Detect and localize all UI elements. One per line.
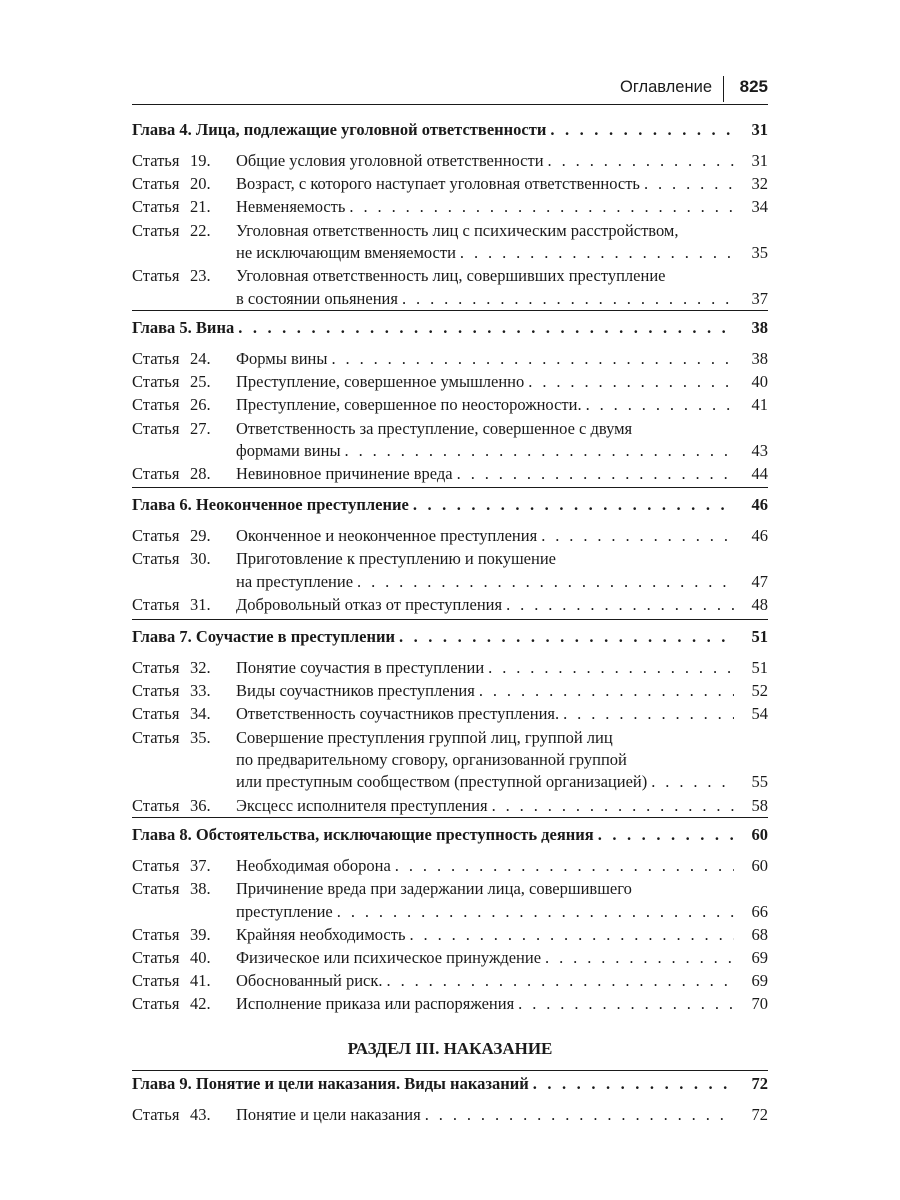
article-number: 40. — [190, 948, 211, 967]
article-number: 30. — [190, 549, 211, 569]
leader-dots — [337, 901, 734, 923]
article-page-number: 41 — [751, 395, 768, 415]
leader-dots — [548, 150, 734, 172]
article-title: в состоянии опьянения — [236, 288, 398, 308]
chapter-rule — [132, 487, 768, 488]
article-page-number: 55 — [751, 772, 768, 792]
article-title: Понятие и цели наказания — [236, 1105, 421, 1124]
leader-dots — [533, 1073, 734, 1095]
article-page-number: 70 — [751, 994, 768, 1014]
article-page-number: 58 — [751, 795, 768, 815]
article-title-line — [236, 657, 768, 679]
article-label: Статья — [132, 681, 180, 701]
article-title: Невиновное причинение вреда — [236, 464, 453, 484]
chapter-line — [132, 494, 768, 516]
leader-dots — [563, 703, 734, 725]
chapter-title: Глава 5. Вина — [132, 318, 235, 337]
article-number: 35. — [190, 727, 211, 747]
article-number: 33. — [190, 681, 211, 701]
article-title-line — [236, 394, 768, 416]
article-title-line — [236, 463, 768, 485]
article-title: на преступление — [236, 571, 354, 591]
leader-dots — [238, 317, 734, 339]
chapter-page-number: 51 — [751, 627, 768, 646]
article-title-line — [236, 771, 768, 793]
article-title-line — [236, 727, 768, 749]
leader-dots — [331, 348, 734, 370]
article-label: Статья — [132, 464, 180, 484]
article-label: Статья — [132, 418, 180, 438]
article-label: Статья — [132, 994, 180, 1014]
article-number: 37. — [190, 856, 211, 875]
article-page-number: 52 — [751, 681, 768, 701]
chapter-title: Глава 9. Понятие и цели наказания. Виды наказаний — [132, 1074, 529, 1093]
article-title-line — [236, 855, 768, 877]
article-entry[interactable] — [132, 348, 768, 370]
article-title-line — [236, 571, 768, 593]
article-number: 25. — [190, 372, 211, 392]
article-label: Статья — [132, 948, 180, 967]
article-title: Совершение преступления группой лиц, группой лиц — [236, 727, 613, 747]
leader-dots — [506, 594, 734, 616]
leader-dots — [387, 970, 734, 992]
article-label: Статья — [132, 971, 180, 991]
chapter-page-number: 60 — [751, 825, 768, 844]
leader-dots — [528, 371, 734, 393]
article-entry[interactable] — [132, 196, 768, 218]
article-label: Статья — [132, 549, 180, 569]
article-entry[interactable] — [132, 680, 768, 702]
leader-dots — [460, 242, 734, 264]
article-title-line — [236, 749, 768, 771]
article-label: Статья — [132, 795, 180, 815]
article-label: Статья — [132, 924, 180, 944]
article-page-number: 35 — [751, 242, 768, 262]
leader-dots — [345, 440, 734, 462]
chapter-line — [132, 1073, 768, 1095]
leader-dots — [644, 173, 734, 195]
article-number: 41. — [190, 971, 211, 991]
article-title: формами вины — [236, 440, 341, 460]
article-entry[interactable] — [132, 220, 768, 265]
leader-dots — [541, 525, 734, 547]
chapter-page-number: 31 — [751, 120, 768, 139]
article-page-number: 46 — [751, 526, 768, 545]
leader-dots — [457, 463, 734, 485]
chapter-title: Глава 4. Лица, подлежащие уголовной ответственности — [132, 120, 547, 139]
article-number: 43. — [190, 1105, 211, 1124]
article-title-line — [236, 878, 768, 900]
leader-dots — [488, 657, 734, 679]
chapter-title: Глава 8. Обстоятельства, исключающие преступность деяния — [132, 825, 594, 844]
running-header-title: Оглавление — [620, 78, 712, 96]
article-title-line — [236, 371, 768, 393]
article-label: Статья — [132, 526, 180, 545]
article-title: не исключающим вменяемости — [236, 242, 456, 262]
chapter-rule — [132, 310, 768, 311]
article-title: Формы вины — [236, 349, 328, 368]
article-title: Эксцесс исполнителя преступления — [236, 795, 488, 815]
article-page-number: 37 — [751, 288, 768, 308]
article-entry[interactable] — [132, 525, 768, 547]
article-entry[interactable] — [132, 548, 768, 593]
running-header — [132, 76, 768, 98]
article-title: Невменяемость — [236, 197, 346, 217]
leader-dots — [425, 1104, 734, 1126]
chapter-line — [132, 317, 768, 339]
article-entry[interactable] — [132, 878, 768, 923]
article-label: Статья — [132, 197, 180, 217]
article-entry[interactable] — [132, 947, 768, 969]
article-title: Преступление, совершенное умышленно — [236, 372, 525, 392]
article-entry[interactable] — [132, 703, 768, 725]
article-number: 27. — [190, 418, 211, 438]
article-label: Статья — [132, 658, 180, 677]
article-page-number: 60 — [751, 856, 768, 875]
chapter-title: Глава 7. Соучастие в преступлении — [132, 627, 395, 646]
article-page-number: 69 — [751, 971, 768, 991]
article-entry[interactable] — [132, 394, 768, 416]
chapter-line — [132, 119, 768, 141]
chapter-page-number: 72 — [751, 1074, 768, 1093]
section-heading: РАЗДЕЛ III. НАКАЗАНИЕ — [347, 1039, 553, 1058]
article-title: Причинение вреда при задержании лица, совершившего — [236, 879, 632, 899]
article-page-number: 51 — [751, 658, 768, 677]
article-title-line — [236, 220, 768, 242]
leader-dots — [550, 119, 734, 141]
article-title-line — [236, 993, 768, 1015]
chapter-line — [132, 824, 768, 846]
article-number: 31. — [190, 594, 211, 614]
article-number: 29. — [190, 526, 211, 545]
article-page-number: 66 — [751, 901, 768, 921]
article-entry[interactable] — [132, 657, 768, 679]
article-title: Общие условия уголовной ответственности — [236, 151, 544, 170]
article-label: Статья — [132, 1105, 180, 1124]
article-page-number: 69 — [751, 948, 768, 967]
article-title-line — [236, 440, 768, 462]
article-title: Исполнение приказа или распоряжения — [236, 994, 515, 1014]
article-title-line — [236, 901, 768, 923]
leader-dots — [413, 494, 734, 516]
article-entry[interactable] — [132, 1104, 768, 1126]
article-title: или преступным сообществом (преступной организацией) — [236, 772, 648, 792]
article-title-line — [236, 288, 768, 310]
article-title: Возраст, с которого наступает уголовная ответственность — [236, 174, 640, 194]
article-title-line — [236, 418, 768, 440]
article-page-number: 40 — [751, 372, 768, 392]
article-title-line — [236, 265, 768, 287]
article-page-number: 38 — [751, 349, 768, 368]
article-page-number: 54 — [751, 704, 768, 724]
chapter-rule — [132, 619, 768, 620]
header-rule — [132, 104, 768, 105]
article-entry[interactable] — [132, 970, 768, 992]
article-entry[interactable] — [132, 371, 768, 393]
leader-dots — [399, 626, 734, 648]
article-title-line — [236, 242, 768, 264]
chapter-line — [132, 626, 768, 648]
article-title-line — [236, 594, 768, 616]
article-page-number: 68 — [751, 924, 768, 944]
article-number: 34. — [190, 704, 211, 724]
page-number: 825 — [739, 77, 768, 96]
leader-dots — [410, 924, 735, 946]
leader-dots — [395, 855, 734, 877]
article-entry[interactable] — [132, 924, 768, 946]
article-entry[interactable] — [132, 594, 768, 616]
article-entry[interactable] — [132, 795, 768, 817]
article-number: 36. — [190, 795, 211, 815]
article-title-line — [236, 525, 768, 547]
article-entry[interactable] — [132, 727, 768, 794]
article-page-number: 32 — [751, 174, 768, 194]
header-separator — [723, 76, 724, 102]
article-number: 19. — [190, 151, 211, 170]
article-title-line — [236, 970, 768, 992]
section-rule — [132, 1070, 768, 1071]
article-title-line — [236, 150, 768, 172]
leader-dots — [651, 771, 734, 793]
article-number: 22. — [190, 220, 211, 240]
article-title: преступление — [236, 901, 333, 921]
article-number: 26. — [190, 395, 211, 415]
article-entry[interactable] — [132, 265, 768, 310]
article-title-line — [236, 795, 768, 817]
article-number: 42. — [190, 994, 211, 1014]
leader-dots — [586, 394, 734, 416]
article-entry[interactable] — [132, 855, 768, 877]
leader-dots — [349, 196, 734, 218]
article-page-number: 34 — [751, 197, 768, 217]
article-title: Необходимая оборона — [236, 856, 391, 875]
article-label: Статья — [132, 174, 180, 194]
article-label: Статья — [132, 349, 180, 368]
article-title-line — [236, 173, 768, 195]
article-title-line — [236, 1104, 768, 1126]
article-label: Статья — [132, 151, 180, 170]
article-title-line — [236, 548, 768, 570]
article-entry[interactable] — [132, 463, 768, 485]
article-title: Ответственность соучастников преступления. — [236, 704, 560, 724]
article-title: Уголовная ответственность лиц, совершивших преступление — [236, 266, 666, 286]
leader-dots — [492, 795, 734, 817]
article-number: 20. — [190, 174, 211, 194]
chapter-page-number: 46 — [751, 495, 768, 514]
article-label: Статья — [132, 856, 180, 875]
article-number: 39. — [190, 924, 211, 944]
article-page-number: 48 — [751, 594, 768, 614]
article-title: Добровольный отказ от преступления — [236, 594, 503, 614]
leader-dots — [545, 947, 734, 969]
article-title-line — [236, 680, 768, 702]
article-page-number: 31 — [751, 151, 768, 170]
article-title-line — [236, 348, 768, 370]
article-title-line — [236, 703, 768, 725]
article-title: Физическое или психическое принуждение — [236, 948, 542, 967]
article-label: Статья — [132, 220, 180, 240]
leader-dots — [402, 288, 734, 310]
leader-dots — [357, 571, 734, 593]
article-number: 32. — [190, 658, 211, 677]
article-page-number: 43 — [751, 440, 768, 460]
article-number: 28. — [190, 464, 211, 484]
article-number: 21. — [190, 197, 211, 217]
article-page-number: 72 — [751, 1105, 768, 1124]
article-label: Статья — [132, 879, 180, 899]
article-title: Виды соучастников преступления — [236, 681, 475, 701]
article-title: Оконченное и неоконченное преступления — [236, 526, 538, 545]
article-label: Статья — [132, 704, 180, 724]
article-title-line — [236, 924, 768, 946]
leader-dots — [518, 993, 734, 1015]
article-label: Статья — [132, 372, 180, 392]
leader-dots — [479, 680, 734, 702]
article-title-line — [236, 196, 768, 218]
article-title: по предварительному сговору, организованной группой — [236, 749, 627, 769]
chapter-rule — [132, 817, 768, 818]
article-number: 23. — [190, 266, 211, 286]
article-entry[interactable] — [132, 173, 768, 195]
article-title: Уголовная ответственность лиц с психическим расстройством, — [236, 220, 679, 240]
article-label: Статья — [132, 727, 180, 747]
article-label: Статья — [132, 395, 180, 415]
article-page-number: 47 — [751, 571, 768, 591]
article-title: Приготовление к преступлению и покушение — [236, 549, 556, 569]
chapter-page-number: 38 — [751, 318, 768, 337]
chapter-title: Глава 6. Неоконченное преступление — [132, 495, 409, 514]
article-page-number: 44 — [751, 464, 768, 484]
article-number: 38. — [190, 879, 211, 899]
article-entry[interactable] — [132, 993, 768, 1015]
leader-dots — [598, 824, 734, 846]
article-number: 24. — [190, 349, 211, 368]
article-label: Статья — [132, 266, 180, 286]
article-title: Преступление, совершенное по неосторожности. — [236, 395, 582, 415]
article-title: Понятие соучастия в преступлении — [236, 658, 485, 677]
article-title-line — [236, 947, 768, 969]
article-title: Обоснованный риск. — [236, 971, 383, 991]
article-label: Статья — [132, 594, 180, 614]
article-title: Ответственность за преступление, совершенное с двумя — [236, 418, 633, 438]
article-entry[interactable] — [132, 150, 768, 172]
article-title: Крайняя необходимость — [236, 924, 406, 944]
article-entry[interactable] — [132, 418, 768, 463]
